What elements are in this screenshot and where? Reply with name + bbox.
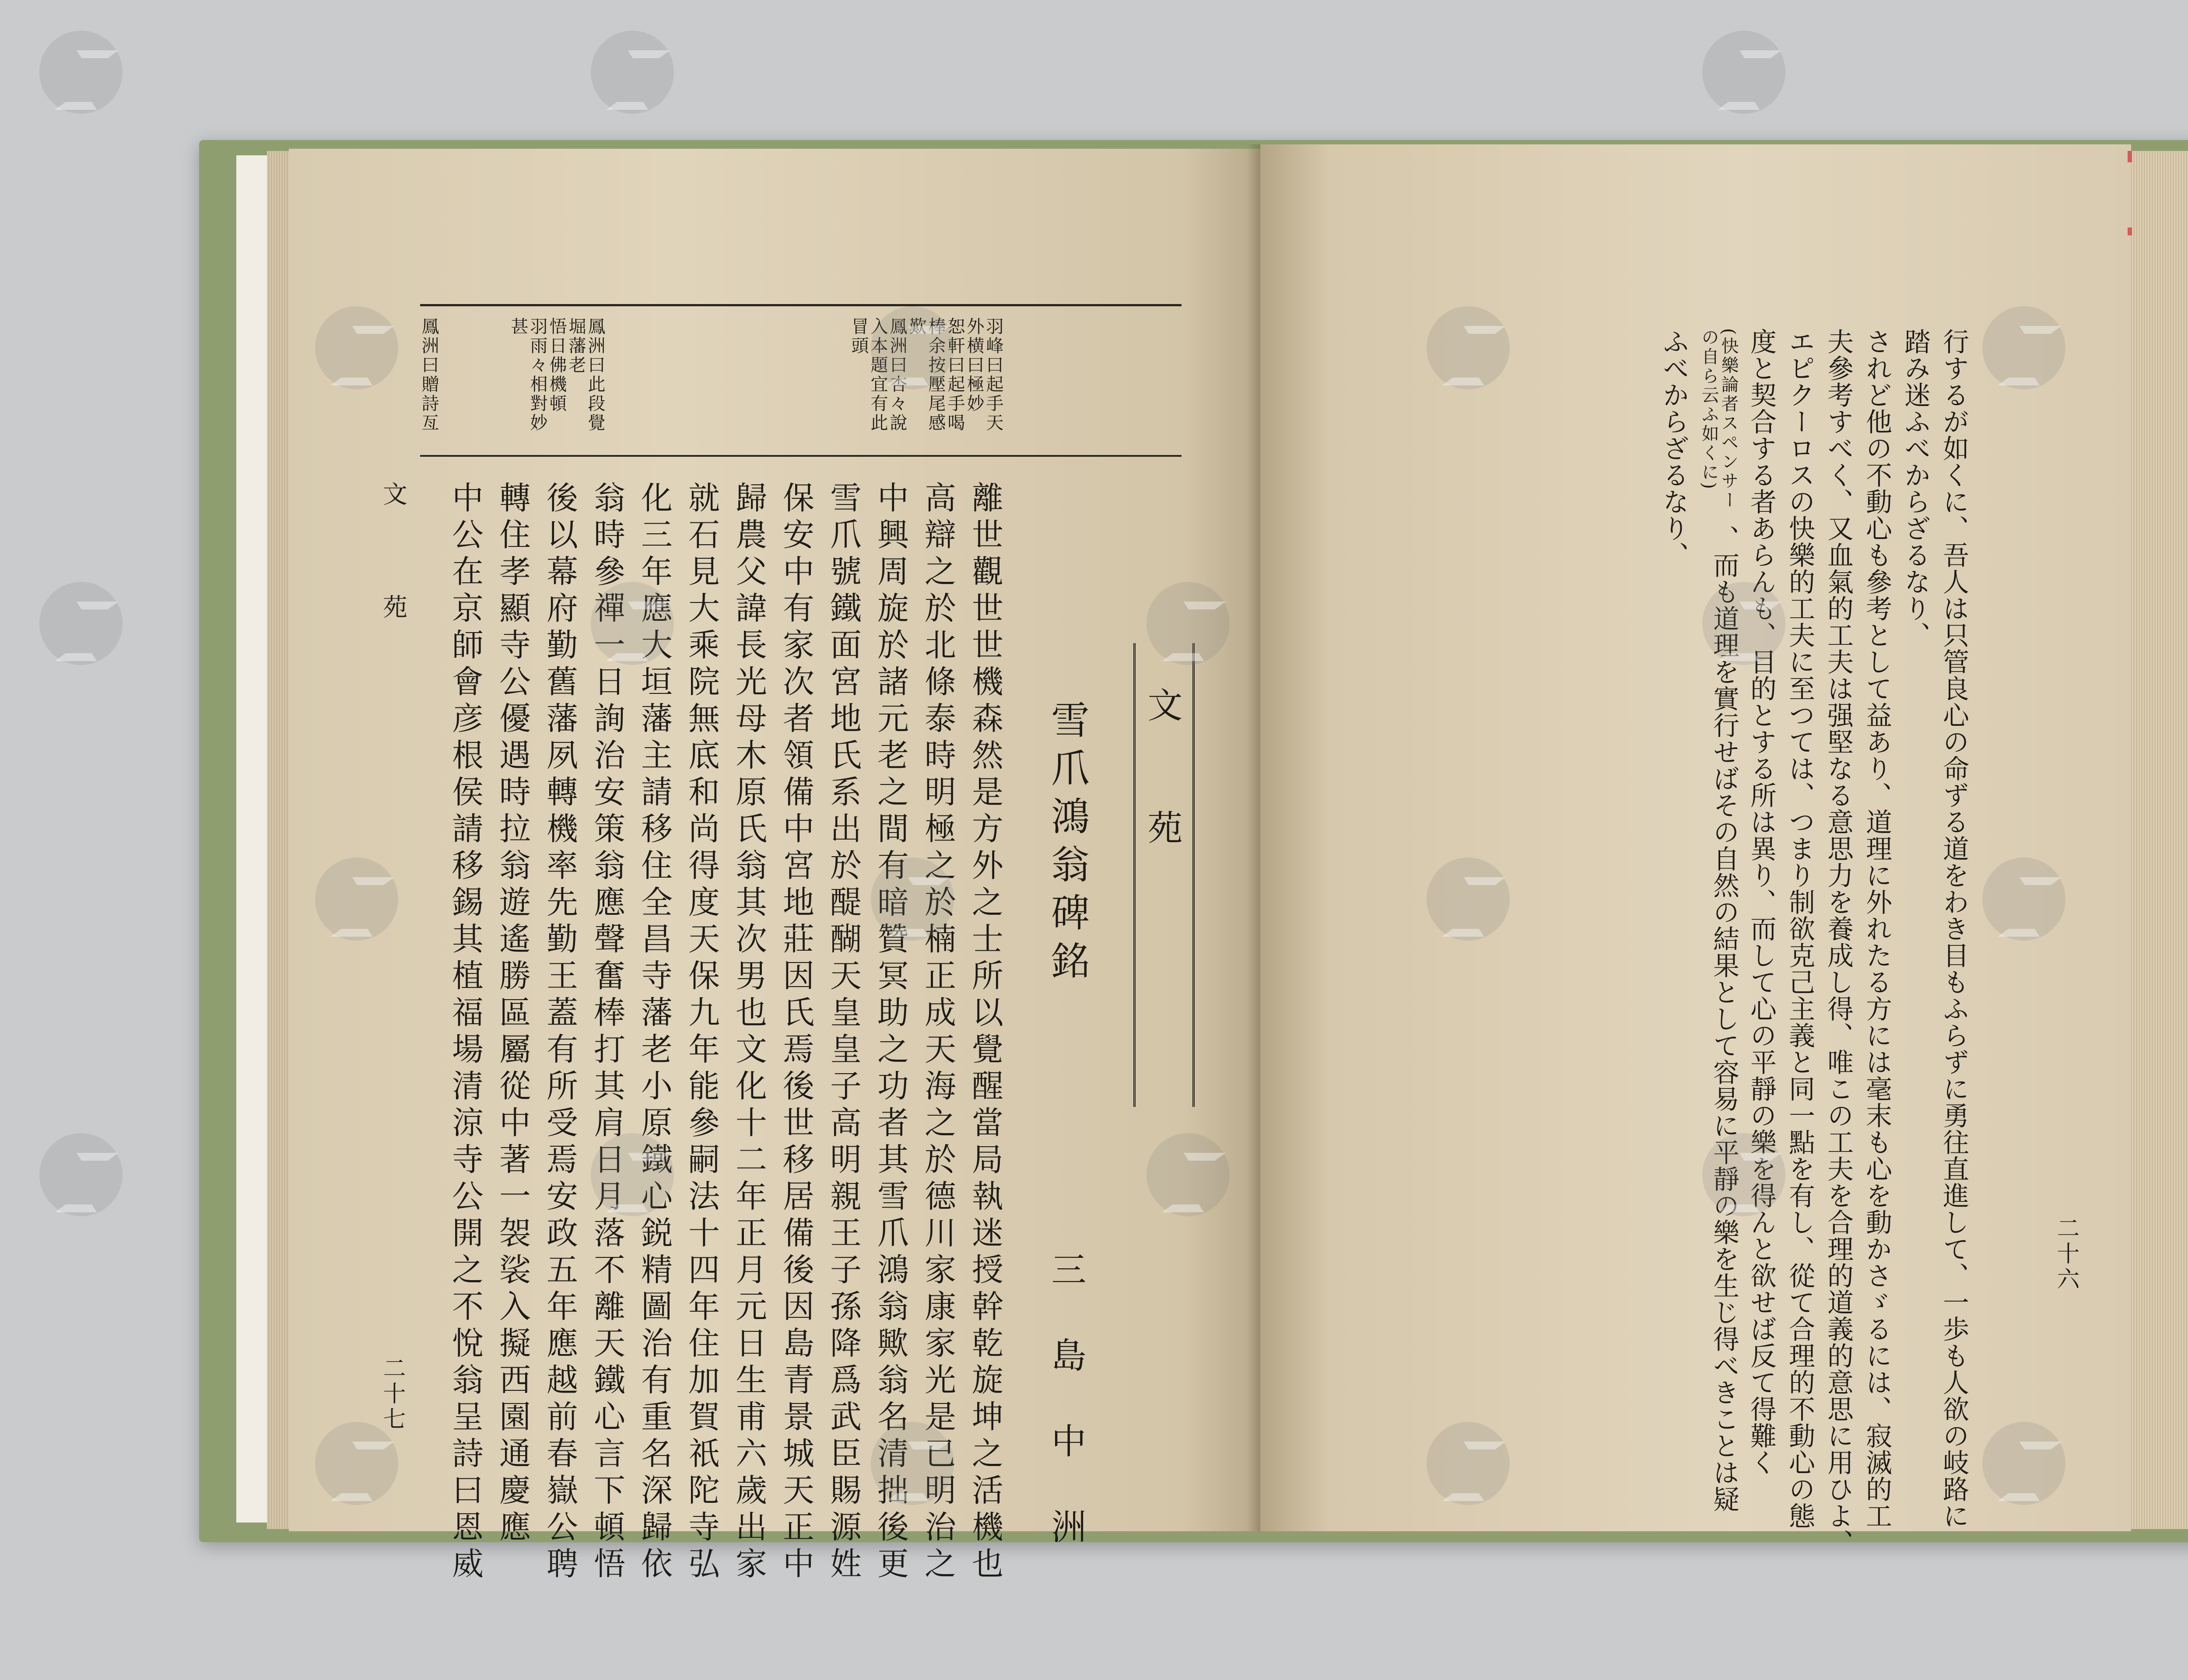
headnote-line: 堀藩老 (566, 317, 586, 375)
nishogakusha-logo-icon (315, 858, 398, 941)
nishogakusha-logo-icon (591, 582, 674, 665)
nishogakusha-logo-icon (39, 582, 123, 665)
body-line: 轉住孝顯寺公優遇時拉翁遊遙勝區屬從中著一袈裟入擬西園通慶應 (494, 481, 531, 1547)
headnote-bottom-rule (420, 455, 1182, 457)
nishogakusha-logo-icon (1427, 858, 1510, 941)
body-line: 夫參考すべく、又血氣的工夫は强堅なる意思力を養成し得、唯この工夫を合理的道義的意思に用ひよ、 (1823, 328, 1854, 1556)
body-line: 雪爪號鐵面宮地氏系出於醍醐天皇皇子高明親王子孫降爲武臣賜源姓 (825, 481, 862, 1584)
headnote-line: 羽峰曰起手天 (983, 317, 1003, 433)
headnote-line: 恕軒曰起手喝 (945, 317, 965, 433)
body-line: 保安中有家次者領備中宮地莊因氏焉後世移居備後因島青景城天正中 (778, 481, 814, 1584)
nishogakusha-logo-icon (1147, 582, 1230, 665)
nishogakusha-logo-icon (1982, 858, 2065, 941)
left-page (289, 149, 1260, 1584)
body-line: ふべからざるなり、 (1659, 328, 1689, 568)
page-number-right: 二十六 (2053, 1216, 2079, 1292)
body-line-tail: 、而も道理を實行せばその自然の結果として容易に平靜の樂を生じ得べきことは疑 (1709, 525, 1739, 1512)
inline-note-line: の自ら云ふ如くに) (1699, 328, 1719, 491)
footer-label: 文 苑 (379, 481, 407, 632)
headnote-line: 棒余按壓尾感 (926, 317, 946, 433)
nishogakusha-logo-icon (1427, 1422, 1510, 1505)
nishogakusha-logo-icon (1427, 306, 1510, 389)
headnote-line: 悟日佛機頓 (547, 317, 567, 413)
nishogakusha-logo-icon (1702, 31, 1785, 114)
nishogakusha-logo-icon (1702, 582, 1785, 665)
nishogakusha-logo-icon (39, 1133, 123, 1216)
body-line: 高辯之於北條泰時明極之於楠正成天海之於德川家康家光是已明治之 (919, 481, 956, 1584)
body-line: 後以幕府勤舊藩夙轉機率先勤王蓋有所受焉安政五年應越前春嶽公聘 (541, 481, 578, 1584)
nishogakusha-logo-icon (871, 858, 954, 941)
nishogakusha-logo-icon (315, 306, 398, 389)
nishogakusha-logo-icon (591, 31, 674, 114)
body-line: 離世觀世世機森然是方外之士所以覺醒當局執迷授幹乾旋坤之活機也 (967, 481, 1003, 1584)
headnote-line: 鳳洲曰杏々說 (887, 317, 907, 433)
inline-note-line: (快樂論者スペンサー (1718, 328, 1739, 510)
nishogakusha-logo-icon (1982, 306, 2065, 389)
headnote-top-rule (420, 304, 1182, 306)
body-line: 中公在京師會彦根侯請移錫其植福場清涼寺公開之不悅翁呈詩曰恩威 (447, 481, 484, 1584)
article-author: 三 島 中 洲 (1045, 1251, 1086, 1551)
body-line: 歸農父諱長光母木原氏翁其次男也文化十二年正月元日生甫六歲出家 (730, 481, 767, 1584)
nishogakusha-logo-icon (1147, 1133, 1230, 1216)
body-line: 就石見大乘院無底和尚得度天保九年能參嗣法十四年住加賀祇陀寺弘 (683, 481, 720, 1584)
nishogakusha-logo-icon (1702, 1133, 1785, 1216)
ribbon-mark-icon (2128, 228, 2132, 235)
nishogakusha-logo-icon (591, 1133, 674, 1216)
headnote-line: 鳳洲曰此段覺 (585, 317, 605, 433)
body-line: 行するが如くに、吾人は只管良心の命ずる道をわき目もふらずに勇往直進して、一歩も人欲の岐路に (1939, 328, 1969, 1529)
headnote-line: 入本題宜有此 (868, 317, 888, 433)
nishogakusha-logo-icon (871, 306, 954, 389)
headnote-line: 鳳洲曰贈詩亙 (419, 317, 439, 433)
body-line: 度と契合する者あらんも、目的とする所は異り、而して心の平靜の樂を得んと欲せば反て得難く (1746, 328, 1777, 1476)
body-line: 翁時參禪一日詢治安策翁應聲奮棒打其肩日月落不離天鐵心言下頓悟 (589, 481, 625, 1584)
body-line: 踏み迷ふべからざるなり、 (1900, 328, 1931, 648)
nishogakusha-logo-icon (1982, 1422, 2065, 1505)
body-line: されど他の不動心も參考として益あり、道理に外れたる方には毫末も心を動かさゞるには、寂滅的工 (1862, 328, 1892, 1529)
nishogakusha-logo-icon (315, 1422, 398, 1505)
nishogakusha-logo-icon (871, 1422, 954, 1505)
article-title: 雪爪鴻翁碑銘 (1045, 700, 1090, 989)
headnote-line: 甚 (508, 317, 528, 336)
headnote-line: 羽雨々相對妙 (527, 317, 547, 433)
headnote-line: 歎 (906, 317, 926, 336)
section-label: 文 苑 (1142, 687, 1182, 871)
body-line: エピクーロスの快樂的工夫に至つては、つまり制欲克己主義と同一點を有し、從て合理的不動心の態 (1785, 328, 1815, 1529)
headnote-line: 外横曰極妙 (964, 317, 984, 413)
body-line: 中興周旋於諸元老之間有暗贊冥助之功者其雪爪鴻翁歟翁名清拙後更 (872, 481, 909, 1584)
page-stack-right (2127, 151, 2188, 1529)
page-number-left: 二十七 (379, 1356, 405, 1432)
body-line: 化三年應大垣藩主請移住全昌寺藩老小原鐵心鋭精圖治有重名深歸依 (636, 481, 673, 1584)
headnote-line: 冒頭 (849, 317, 869, 356)
nishogakusha-logo-icon (39, 31, 123, 114)
ribbon-mark-icon (2128, 151, 2132, 162)
